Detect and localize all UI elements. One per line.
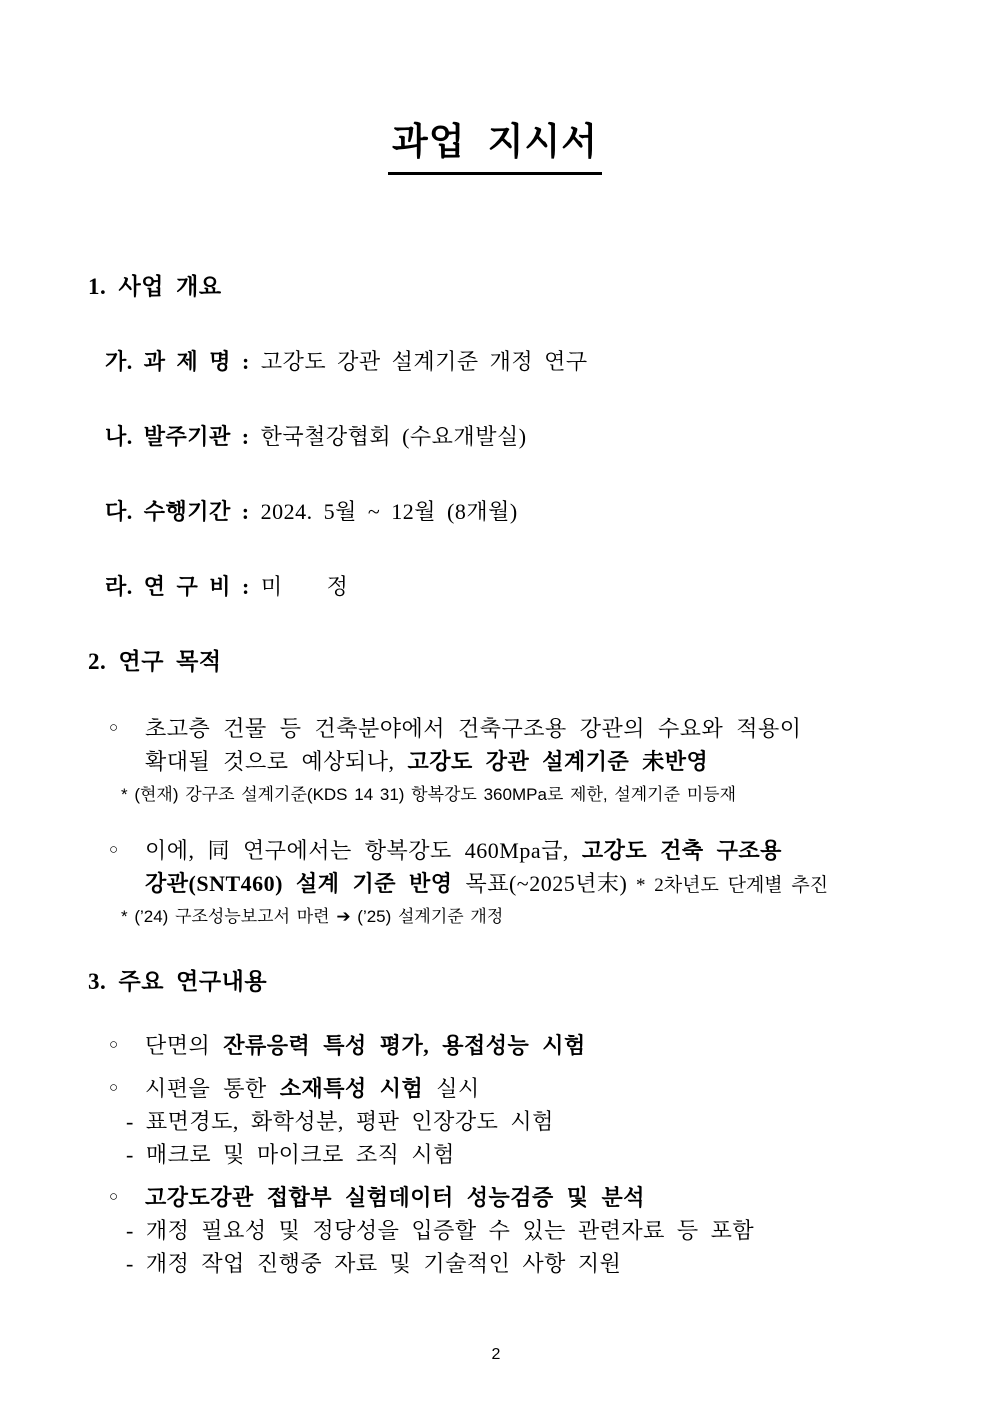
bullet-demand-expansion	[88, 712, 902, 778]
circle-bullet-icon: ○	[109, 720, 119, 736]
bullet-line	[145, 712, 902, 745]
item-ordering-agency	[88, 422, 902, 452]
item-ordering-agency-label: 나. 발주기관	[105, 424, 231, 449]
circle-bullet-icon: ○	[109, 1080, 119, 1096]
bullet-line	[145, 1072, 902, 1105]
bullet-text-bold: 고강도 강관 설계기준 未반영	[407, 749, 709, 774]
bullet-text-bold: 고강도 건축 구조용	[581, 838, 782, 863]
item-budget	[88, 572, 902, 602]
sub-item-technical-support: - 개정 작업 진행중 자료 및 기술적인 사항 지원	[126, 1251, 622, 1276]
item-budget-value: 미 정	[260, 574, 349, 599]
item-duration	[88, 497, 902, 527]
bullet-material-test	[88, 1072, 902, 1105]
circle-bullet-icon: ○	[109, 842, 119, 858]
bullet-text-bold: 소재특성 시험	[279, 1076, 424, 1101]
item-budget-label: 라. 연 구 비	[105, 574, 232, 599]
bullet-text-small: * 2차년도 단계별 추진	[627, 875, 829, 896]
bullet-text-bold: 잔류응력 특성 평가, 용접성능 시험	[223, 1033, 586, 1058]
section-1-heading: 1. 사업 개요	[88, 274, 222, 299]
bullet-design-standard-goal	[88, 834, 902, 902]
item-project-name-value: 고강도 강관 설계기준 개정 연구	[260, 349, 588, 374]
bullet-line	[145, 1181, 902, 1214]
document-title-wrap	[88, 120, 902, 178]
item-project-name	[88, 347, 902, 377]
bullet-joint-verification	[88, 1181, 902, 1214]
bullet-text: 실시	[423, 1076, 480, 1101]
bullet-line	[145, 1029, 902, 1062]
bullet-line	[145, 867, 902, 902]
bullet-residual-stress	[88, 1029, 902, 1062]
bullet-line	[145, 745, 902, 778]
bullet-text-bold: 고강도강관 접합부 실험데이터 성능검증 및 분석	[145, 1185, 646, 1210]
bullet-text: 확대될 것으로 예상되나,	[145, 749, 408, 774]
sub-item-macro-micro: - 매크로 및 마이크로 조직 시험	[126, 1142, 455, 1167]
item-ordering-agency-sep: :	[230, 424, 261, 449]
bullet-text-bold: 강관(SNT460) 설계 기준 반영	[145, 871, 453, 896]
page-number: 2	[491, 1346, 501, 1363]
bullet-text: 시편을 통한	[145, 1076, 280, 1101]
circle-bullet-icon: ○	[109, 1037, 119, 1053]
bullet-text: 이에, 同 연구에서는 항복강도 460Mpa급,	[145, 838, 582, 863]
bullet-text: 목표(~2025년末)	[452, 871, 628, 896]
section-3-heading: 3. 주요 연구내용	[88, 969, 268, 994]
section-2-heading: 2. 연구 목적	[88, 649, 222, 674]
sub-item-related-materials: - 개정 필요성 및 정당성을 입증할 수 있는 관련자료 등 포함	[126, 1218, 755, 1243]
bullet-text: 초고층 건물 등 건축분야에서 건축구조용 강관의 수요와 적용이	[145, 716, 802, 741]
sub-item-surface-hardness: - 표면경도, 화학성분, 평판 인장강도 시험	[126, 1109, 554, 1134]
item-project-name-sep: :	[231, 349, 261, 374]
bullet-line	[145, 834, 902, 867]
item-budget-sep: :	[231, 574, 261, 599]
item-duration-label: 다. 수행기간	[105, 499, 231, 524]
circle-bullet-icon: ○	[109, 1189, 119, 1205]
bullet-text: 단면의	[145, 1033, 224, 1058]
item-project-name-label: 가. 과 제 명	[105, 349, 232, 374]
footnote-yearly-plan: * (’24) 구조성능보고서 마련 ➔ (’25) 설계기준 개정	[121, 907, 504, 926]
item-ordering-agency-value: 한국철강협회 (수요개발실)	[260, 424, 527, 449]
footnote-current-standard: * (현재) 강구조 설계기준(KDS 14 31) 항복강도 360MPa로 제한, 설계기준 미등재	[121, 785, 737, 804]
document-title: 과업 지시서	[388, 120, 602, 175]
item-duration-value: 2024. 5월 ~ 12월 (8개월)	[260, 499, 518, 524]
item-duration-sep: :	[230, 499, 261, 524]
